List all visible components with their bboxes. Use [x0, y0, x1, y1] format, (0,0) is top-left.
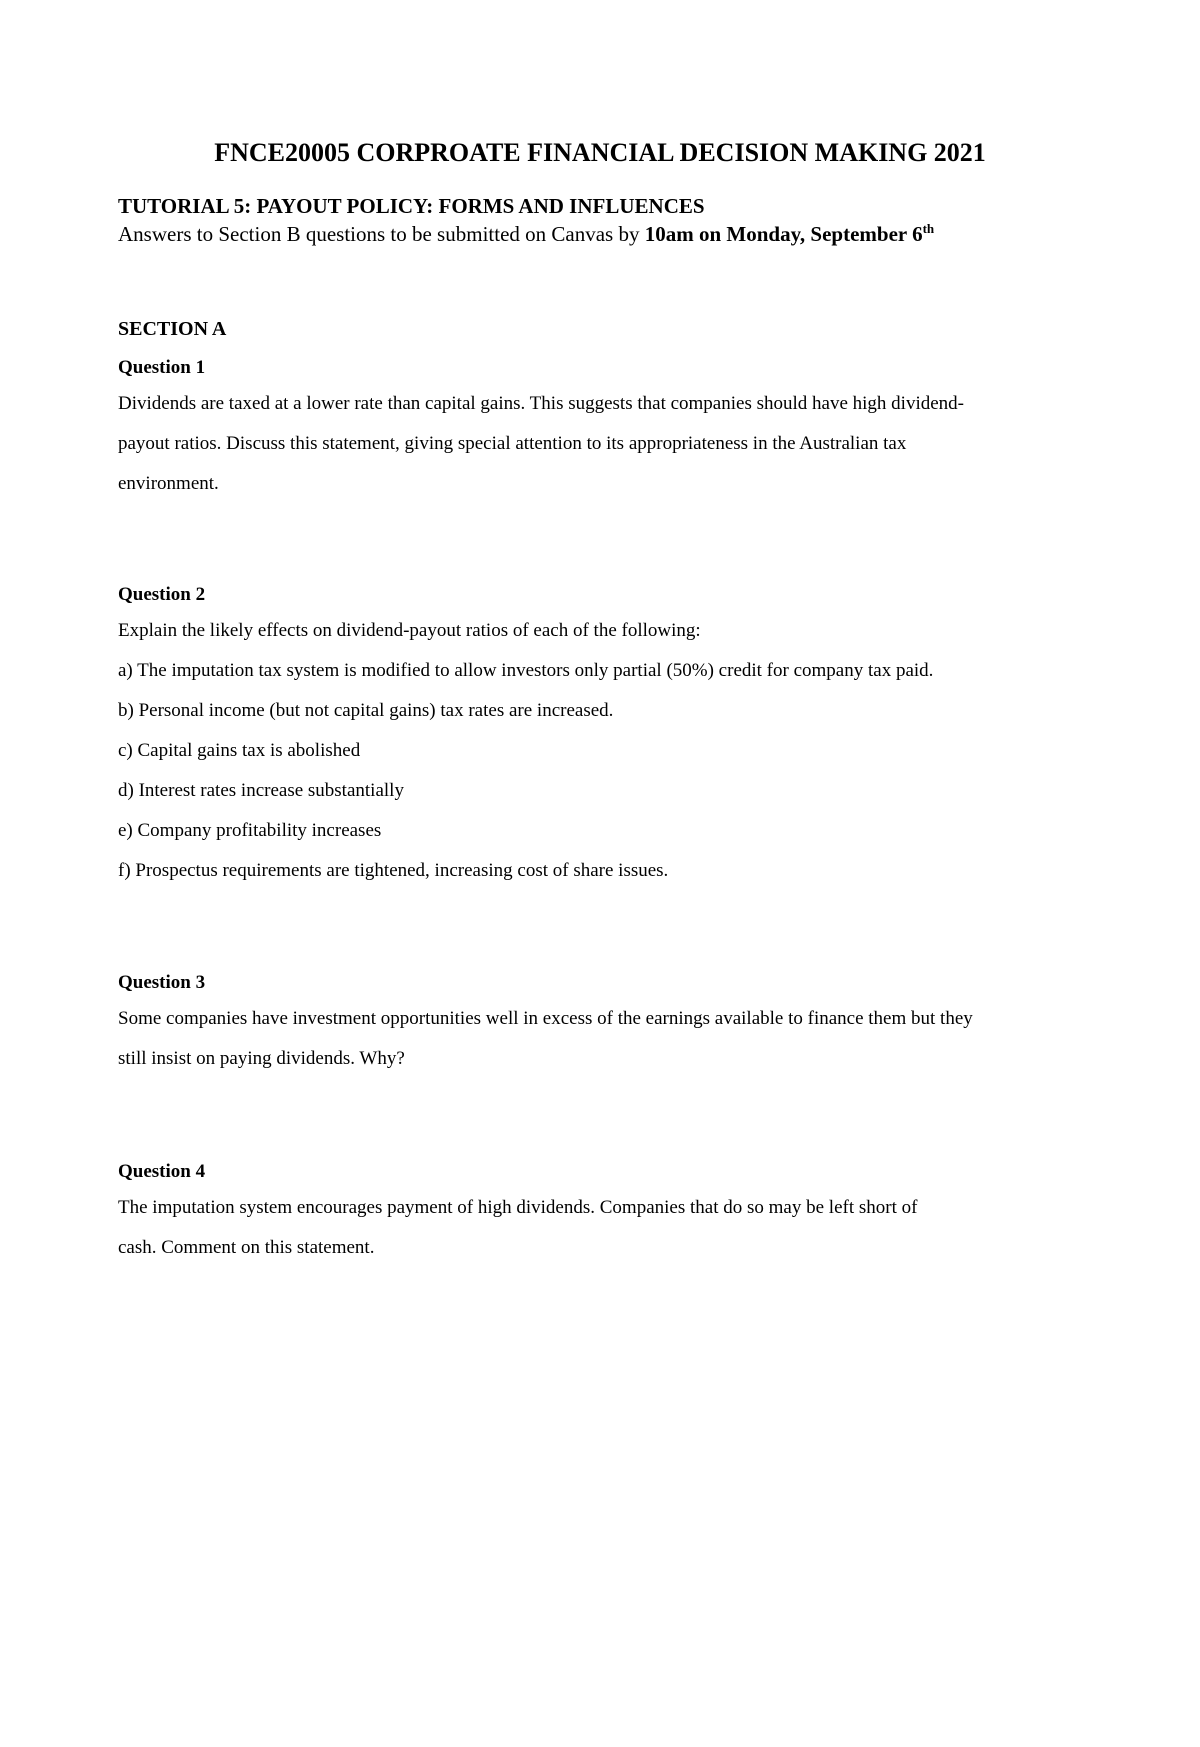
question-1-line: payout ratios. Discuss this statement, giving special attention to its appropriateness in the Australian tax: [118, 433, 907, 454]
submission-deadline-suffix: th: [922, 221, 935, 236]
question-4-line: cash. Comment on this statement.: [118, 1237, 375, 1258]
question-2-item-a: a) The imputation tax system is modified to allow investors only partial (50%) credit for company tax paid.: [118, 660, 934, 681]
question-2-item-f: f) Prospectus requirements are tightened, increasing cost of share issues.: [118, 860, 669, 881]
question-1-line: environment.: [118, 473, 219, 494]
submission-note: [118, 220, 934, 248]
question-3-text: [118, 999, 1108, 1079]
question-1-text: [118, 384, 1108, 504]
question-2-intro: Explain the likely effects on dividend-payout ratios of each of the following:: [118, 620, 701, 641]
submission-note-prefix: Answers to Section B questions to be submitted on Canvas by: [118, 222, 645, 246]
question-1-heading: Question 1: [118, 357, 206, 378]
question-2-heading: Question 2: [118, 584, 206, 605]
document-title: FNCE20005 CORPROATE FINANCIAL DECISION MAKING 2021: [214, 138, 986, 167]
question-1-line: Dividends are taxed at a lower rate than capital gains. This suggests that companies should have high dividend-: [118, 393, 964, 414]
question-4-heading: Question 4: [118, 1161, 206, 1182]
question-2-text: [118, 611, 1108, 891]
question-3-heading: Question 3: [118, 972, 206, 993]
question-3-line: still insist on paying dividends. Why?: [118, 1048, 405, 1069]
question-4-line: The imputation system encourages payment of high dividends. Companies that do so may be left short of: [118, 1197, 918, 1218]
section-a-heading: SECTION A: [118, 318, 227, 340]
question-2-item-c: c) Capital gains tax is abolished: [118, 740, 361, 761]
question-2-item-e: e) Company profitability increases: [118, 820, 382, 841]
question-2-item-d: d) Interest rates increase substantially: [118, 780, 404, 801]
question-2-item-b: b) Personal income (but not capital gains) tax rates are increased.: [118, 700, 614, 721]
tutorial-title: TUTORIAL 5: PAYOUT POLICY: FORMS AND INFLUENCES: [118, 194, 705, 218]
question-3-line: Some companies have investment opportunities well in excess of the earnings available to finance them but they: [118, 1008, 973, 1029]
question-4-text: [118, 1188, 1108, 1268]
submission-deadline: 10am on Monday, September 6: [644, 222, 923, 246]
